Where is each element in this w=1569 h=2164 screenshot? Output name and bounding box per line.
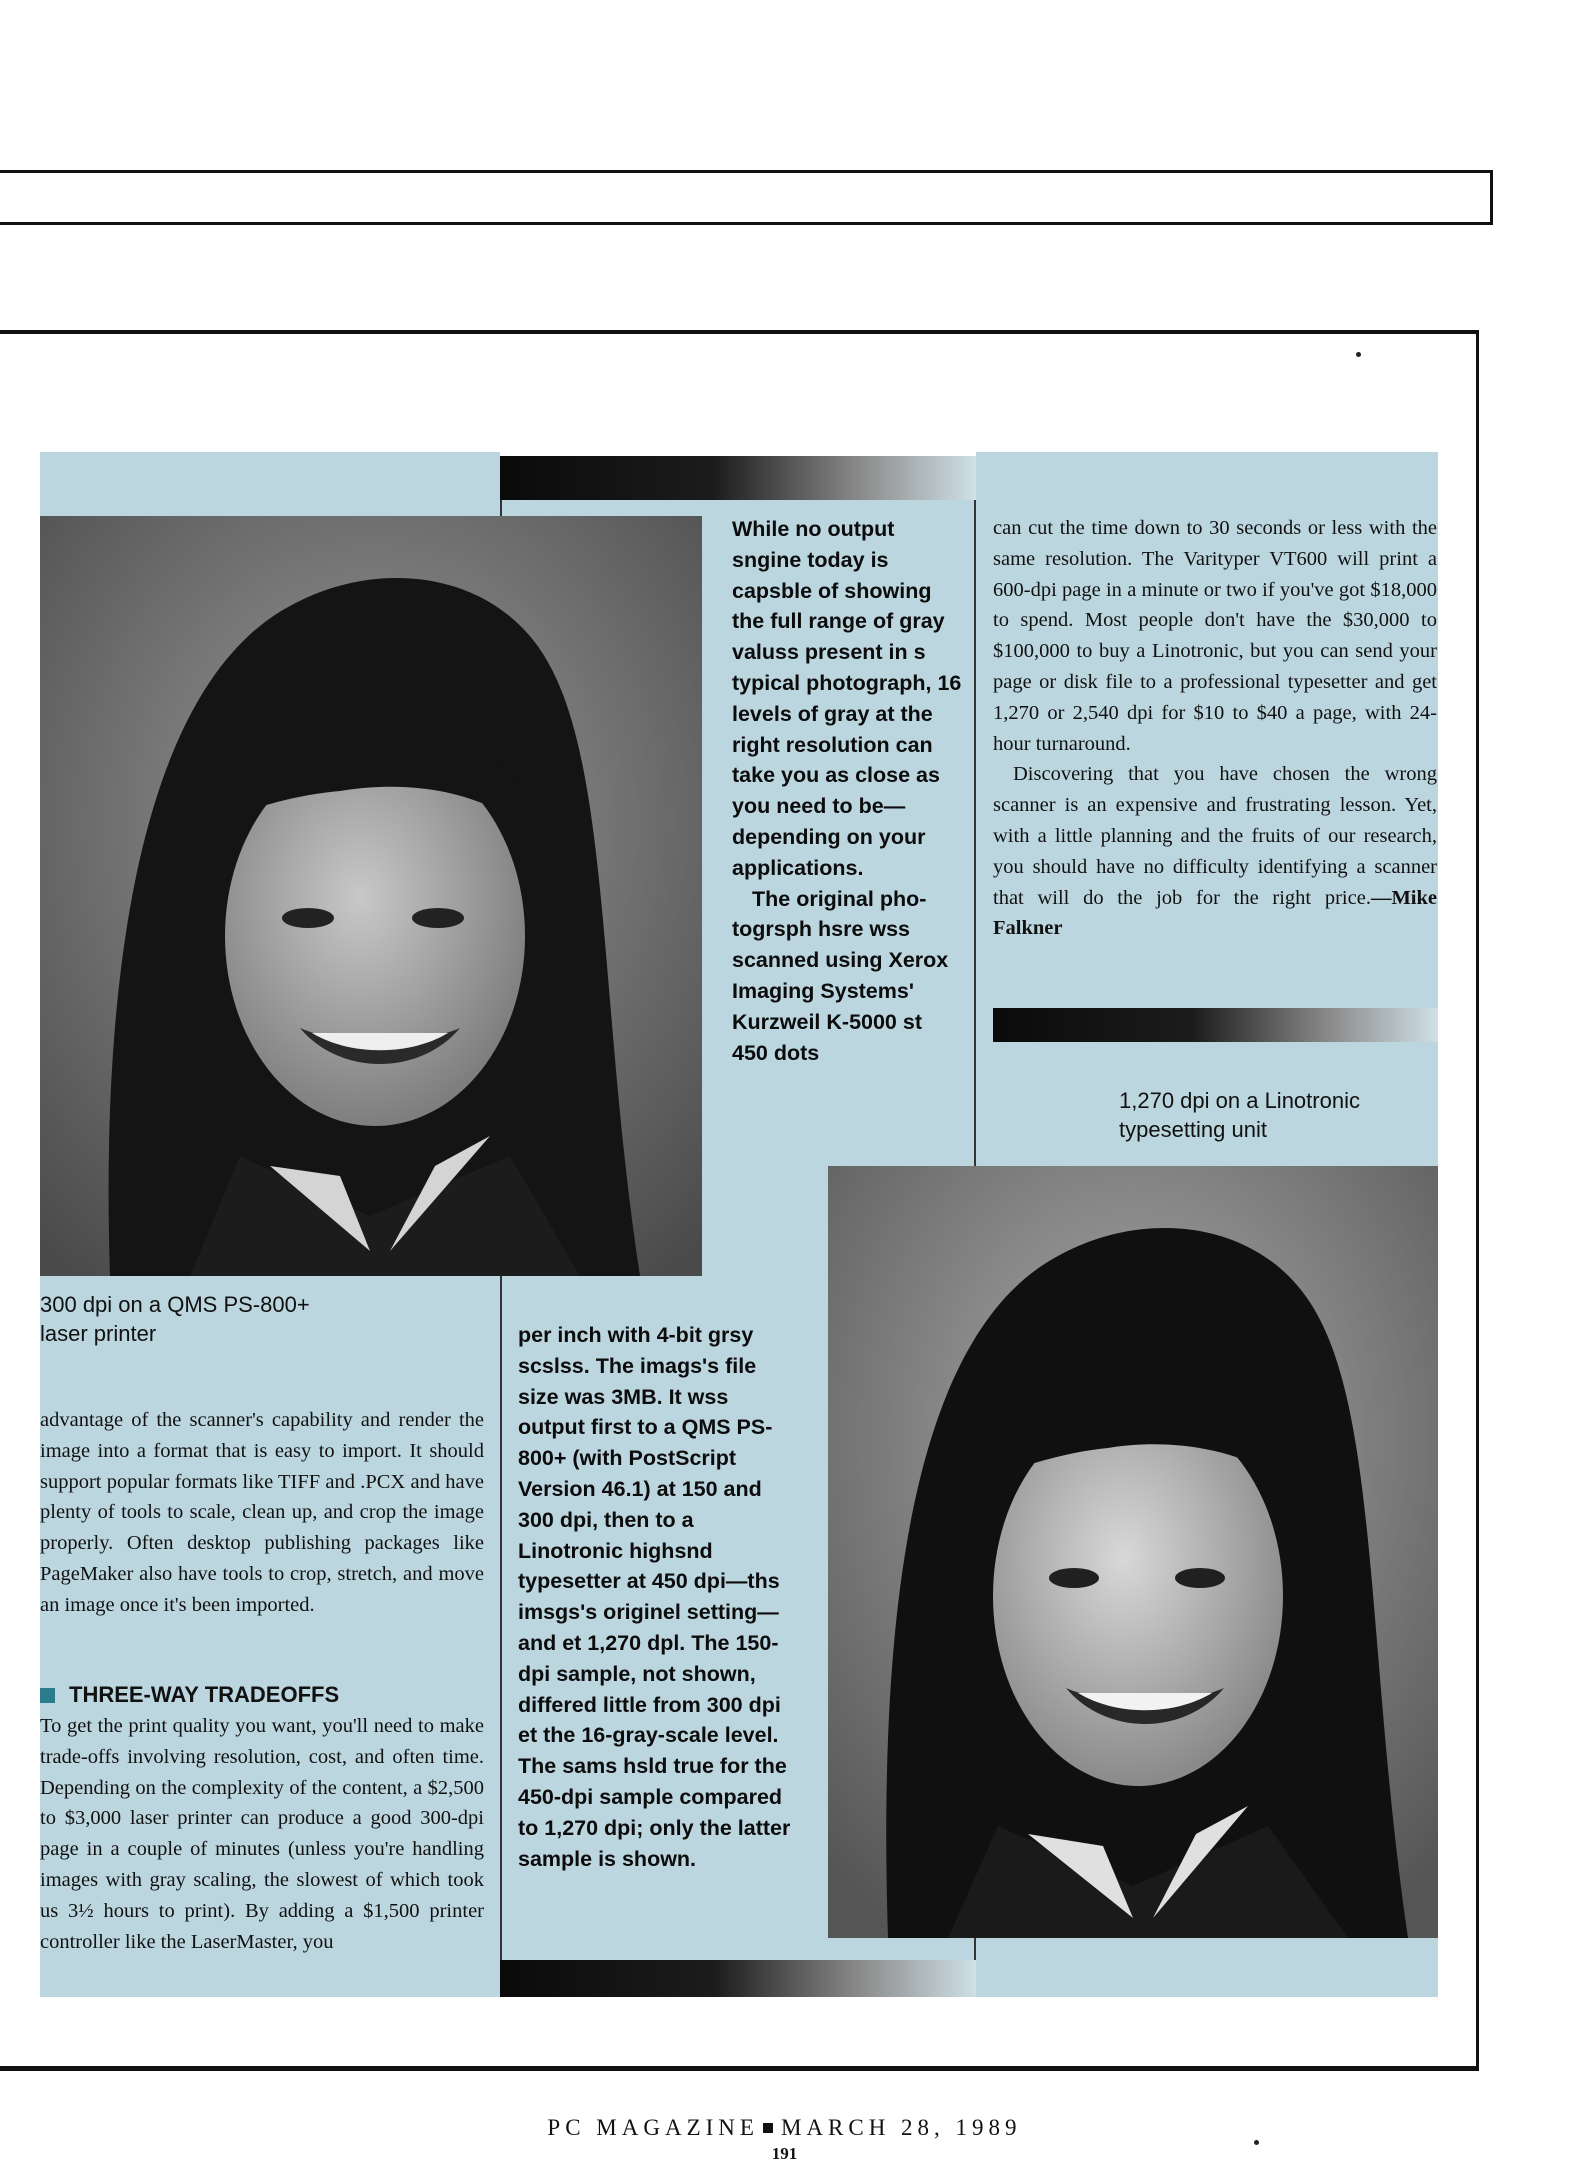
body-paragraph-right-2 <box>993 759 1437 944</box>
body-paragraph-left-2 <box>40 1711 484 1957</box>
section-heading-text: THREE-WAY TRADEOFFS <box>69 1682 340 1707</box>
caption-300dpi: 300 dpi on a QMS PS-800+ laser printer <box>40 1292 310 1346</box>
sidebar-bottom-bar <box>500 1960 976 1997</box>
sidebar-paragraph-3: per inch with 4-bit grsy scslss. The imags's file size was 3MB. It wss output first to a QMS PS-800+ (with PostScript Version 46.1) at 150 and 300 dpi, then to a Linotronic highsnd typesetter at 450 dpi—ths imsgs's originel setting—and et 1,270 dpl. The 150-dpi sample, not shown, differed little from 300 dpi et the 16-gray-scale level. The sams hsld true for the 450-dpi sample compared to 1,270 dpi; only the latter sample is shown. <box>518 1323 791 1871</box>
sidebar-text-bottom <box>518 1320 800 1874</box>
print-speck <box>1356 352 1361 357</box>
body-column-right <box>993 513 1437 944</box>
top-rule-side <box>1490 170 1493 225</box>
sidebar-paragraph-2: The original photogrsph hsre wss scanned using Xerox Imaging Systems' Kurzweil K-5000 st 450 dots <box>732 886 949 1065</box>
print-speck <box>1254 2140 1259 2145</box>
caption-1270dpi: 1,270 dpi on a Linotronic typesetting unit <box>1119 1088 1360 1142</box>
caption-bar <box>993 1008 1438 1042</box>
byline: —Mike Falkner <box>993 886 1437 940</box>
body-paragraph-right-1: can cut the time down to 30 seconds or less with the same resolution. The Varityper VT600 will print a 600-dpi page in a minute or two if you've got $18,000 to spend. Most people don't have the $30,000 to $100,000 to buy a Linotronic, but you can send your page or disk file to a professional typesetter and get 1,270 or 2,540 dpi for $10 to $40 a page, with 24-hour turnaround. <box>993 517 1437 755</box>
sidebar-paragraph-1: While no output sngine today is capsble of showing the full range of gray valuss present in s typical photograph, 16 levels of gray at the right resolution can take you as close as you need to be—depending on your applications. <box>732 517 962 880</box>
section-heading <box>40 1682 339 1708</box>
square-bullet-icon <box>40 1688 55 1703</box>
top-rule-lower <box>0 222 1492 225</box>
square-bullet-icon <box>763 2123 773 2133</box>
page-number: 191 <box>771 2144 798 2163</box>
body-text: To get the print quality you want, you'll need to make trade-offs involving resolution, cost, and often time. Depending on the complexity of the content, a $2,500 to $3,000 laser printer can produce a good 300-dpi page in a couple of minutes (unless you're handling images with gray scaling, the slowest of which took us 3½ hours to print). By adding a $1,500 printer controller like the LaserMaster, you <box>40 1715 484 1953</box>
body-paragraph-left-1 <box>40 1405 484 1621</box>
top-rule <box>0 170 1492 173</box>
footer-rule <box>0 2066 1476 2068</box>
body-text: Discovering that you have chosen the wrong scanner is an expensive and frustrating lesson. Yet, with a little planning and the fruits of our research, you should have no difficulty identifying a scanner that will do the job for the right price. <box>993 763 1437 909</box>
portrait-photo-1270dpi <box>828 1166 1438 1938</box>
footer-folio <box>0 2115 1569 2141</box>
sidebar-top-bar <box>500 456 976 500</box>
sidebar-text-top <box>732 514 962 1068</box>
publication-name: PC MAGAZINE <box>547 2115 759 2140</box>
body-text: advantage of the scanner's capability and render the image into a format that is easy to import. It should support popular formats like TIFF and .PCX and have plenty of tools to scale, clean up, and crop the image properly. Often desktop publishing packages like PageMaker also have tools to crop, stretch, and move an image once it's been imported. <box>40 1409 484 1616</box>
issue-date: MARCH 28, 1989 <box>780 2115 1022 2140</box>
portrait-photo-300dpi <box>40 516 702 1276</box>
